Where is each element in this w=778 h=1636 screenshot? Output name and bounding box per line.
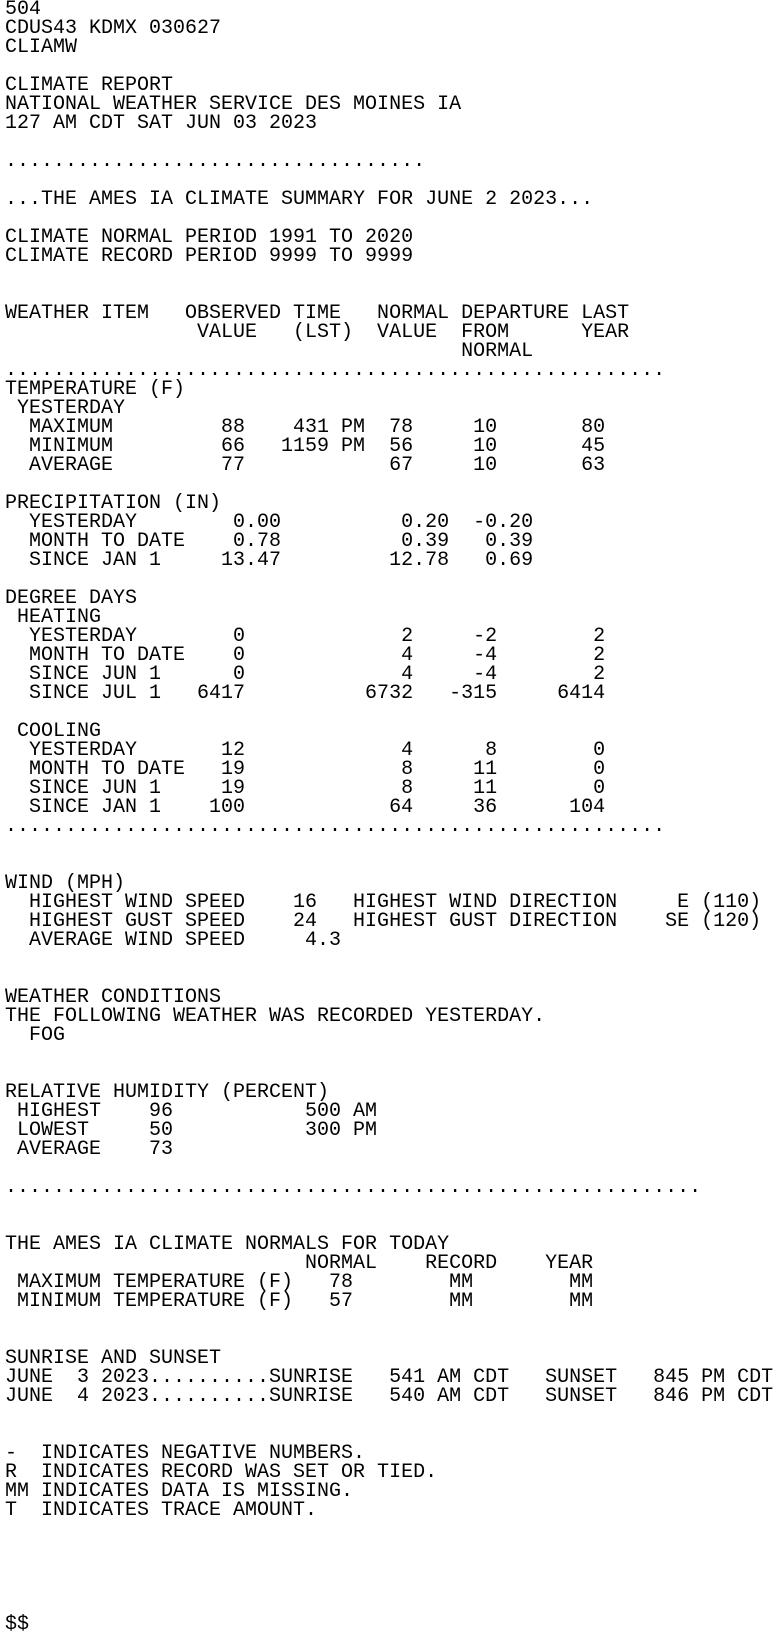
report-line [5,1045,778,1064]
report-line: NATIONAL WEATHER SERVICE DES MOINES IA [5,93,462,116]
report-line: YESTERDAY 0.00 0.20 -0.20 [5,511,534,534]
report-line: SINCE JAN 1 13.47 12.78 0.69 [5,549,534,572]
report-line: COOLING [5,720,102,743]
report-line: HIGHEST WIND SPEED 16 HIGHEST WIND DIRECTION E (110) [5,891,762,914]
report-line [5,1577,778,1596]
report-line [5,1311,778,1330]
report-line: ....................................................... [5,815,666,838]
report-line: MINIMUM TEMPERATURE (F) 57 MM MM [5,1290,594,1313]
report-line: JUNE 3 2023..........SUNRISE 541 AM CDT SUNSET 845 PM CDT [5,1366,774,1389]
report-line: .......................................................... [5,1176,702,1199]
report-line: VALUE (LST) VALUE FROM YEAR [5,321,630,344]
report-line: T INDICATES TRACE AMOUNT. [5,1499,318,1522]
report-line [5,836,778,855]
report-line: WIND (MPH) [5,872,126,895]
report-line: MM INDICATES DATA IS MISSING. [5,1480,354,1503]
report-line: MONTH TO DATE 19 8 11 0 [5,758,606,781]
report-line [5,950,778,969]
report-line: THE FOLLOWING WEATHER WAS RECORDED YESTERDAY. [5,1005,546,1028]
report-line: FOG [5,1024,66,1047]
report-line: CLIMATE NORMAL PERIOD 1991 TO 2020 [5,226,414,249]
report-line: DEGREE DAYS [5,587,138,610]
report-line: PRECIPITATION (IN) [5,492,222,515]
report-line: TEMPERATURE (F) [5,378,186,401]
report-line [5,1596,778,1615]
report-line [5,703,778,722]
report-line: SINCE JUL 1 6417 6732 -315 6414 [5,682,606,705]
report-line: ....................................................... [5,359,666,382]
report-line: HIGHEST GUST SPEED 24 HIGHEST GUST DIRECTION SE (120) [5,910,762,933]
report-line: MONTH TO DATE 0.78 0.39 0.39 [5,530,534,553]
report-line: JUNE 4 2023..........SUNRISE 540 AM CDT SUNSET 846 PM CDT [5,1385,774,1408]
report-line: MAXIMUM TEMPERATURE (F) 78 MM MM [5,1271,594,1294]
report-line: CLIMATE REPORT [5,74,174,97]
report-line: YESTERDAY 12 4 8 0 [5,739,606,762]
report-line: CLIMATE RECORD PERIOD 9999 TO 9999 [5,245,414,268]
report-line: R INDICATES RECORD WAS SET OR TIED. [5,1461,438,1484]
report-line [5,1539,778,1558]
report-line: MAXIMUM 88 431 PM 78 10 80 [5,416,606,439]
report-line: 127 AM CDT SAT JUN 03 2023 [5,112,318,135]
report-line: SINCE JUN 1 19 8 11 0 [5,777,606,800]
report-line: CDUS43 KDMX 030627 [5,17,222,40]
report-line: $$ [5,1613,30,1636]
report-line: NORMAL RECORD YEAR [5,1252,594,1275]
report-line: AVERAGE 73 [5,1138,174,1161]
report-line: YESTERDAY 0 2 -2 2 [5,625,606,648]
report-line [5,1197,778,1216]
report-line: ...THE AMES IA CLIMATE SUMMARY FOR JUNE 2 2023... [5,188,594,211]
report-line [5,1558,778,1577]
report-line: YESTERDAY [5,397,126,420]
report-line: SINCE JUN 1 0 4 -4 2 [5,663,606,686]
report-line: SUNRISE AND SUNSET [5,1347,222,1370]
report-line: THE AMES IA CLIMATE NORMALS FOR TODAY [5,1233,450,1256]
report-line: HEATING [5,606,102,629]
report-line: 504 [5,0,42,21]
report-line: - INDICATES NEGATIVE NUMBERS. [5,1442,366,1465]
report-line: LOWEST 50 300 PM [5,1119,378,1142]
report-line: AVERAGE 77 67 10 63 [5,454,606,477]
report-line: MONTH TO DATE 0 4 -4 2 [5,644,606,667]
report-line: WEATHER ITEM OBSERVED TIME NORMAL DEPARTURE LAST [5,302,630,325]
report-line: CLIAMW [5,36,78,59]
report-line [5,1406,778,1425]
report-line: NORMAL [5,340,534,363]
report-line: HIGHEST 96 500 AM [5,1100,378,1123]
report-line [5,1520,778,1539]
report-line: WEATHER CONDITIONS [5,986,222,1009]
report-line: SINCE JAN 1 100 64 36 104 [5,796,606,819]
report-line: MINIMUM 66 1159 PM 56 10 45 [5,435,606,458]
report-line: ................................... [5,150,426,173]
report-line: AVERAGE WIND SPEED 4.3 [5,929,342,952]
report-line [5,266,778,285]
report-line: RELATIVE HUMIDITY (PERCENT) [5,1081,330,1104]
